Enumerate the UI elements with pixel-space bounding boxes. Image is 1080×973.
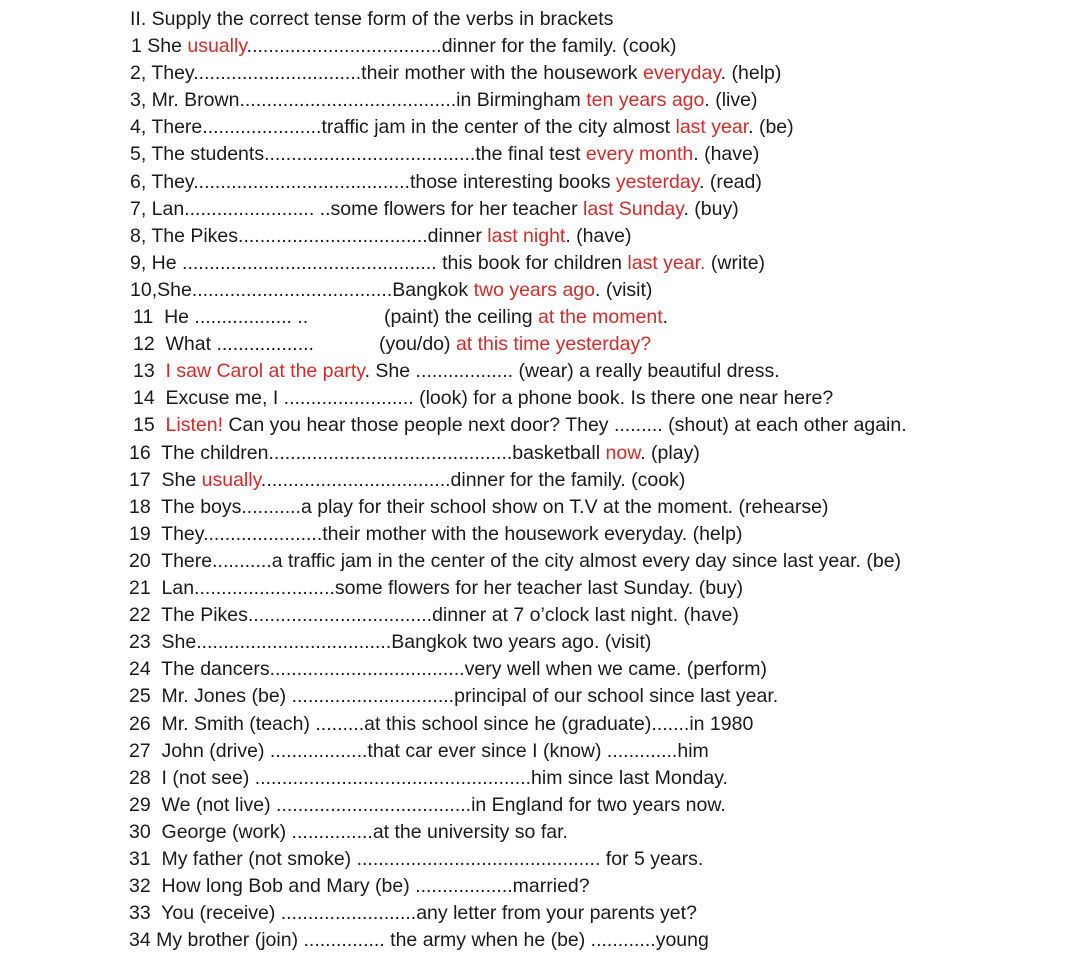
- exercise-item: [133, 412, 907, 439]
- exercise-item: [133, 304, 668, 331]
- exercise-item: [129, 738, 709, 765]
- sentence-text: .: [662, 306, 669, 328]
- sentence-text: . (buy): [683, 197, 739, 220]
- exercise-item: [130, 114, 794, 141]
- time-expression-highlight: last year: [675, 116, 749, 139]
- exercise-item: [129, 656, 767, 683]
- exercise-item: [131, 33, 677, 60]
- sentence-text: ...................................dinner for the family. (cook): [260, 468, 686, 491]
- exercise-item: [129, 873, 590, 900]
- exercise-item: [129, 629, 651, 656]
- sentence-text: 14 Excuse me, I ........................ (look) for a phone book. Is there one near here?: [133, 387, 834, 410]
- exercise-item: [133, 331, 651, 358]
- sentence-text: 1 She: [131, 35, 188, 57]
- sentence-text: . (be): [748, 116, 794, 139]
- sentence-text: 23 She....................................Bangkok two years ago. (visit): [129, 631, 652, 654]
- exercise-item: [129, 900, 697, 927]
- sentence-text: 21 Lan..........................some flowers for her teacher last Sunday. (buy): [129, 577, 744, 599]
- exercise-item: [130, 169, 762, 196]
- time-expression-highlight: at the moment: [537, 306, 663, 328]
- exercise-item: [129, 440, 700, 467]
- time-expression-highlight: Listen!: [165, 414, 223, 437]
- exercise-heading: II. Supply the correct tense form of the verbs in brackets: [130, 8, 614, 30]
- sentence-text: 27 John (drive) ..................that car ever since I (know) .............him: [129, 739, 709, 762]
- sentence-text: . (have): [693, 143, 760, 166]
- sentence-text: . (read): [699, 170, 762, 193]
- exercise-item: [129, 467, 685, 494]
- time-expression-highlight: last night: [487, 224, 566, 247]
- sentence-text: 34 My brother (join) ............... the army when he (be) ............young: [129, 929, 709, 952]
- sentence-text: . (live): [704, 89, 758, 112]
- sentence-text: 28 I (not see) ...................................................him since last Monday.: [129, 766, 728, 789]
- time-expression-highlight: everyday: [642, 62, 721, 85]
- sentence-text: 25 Mr. Jones (be) ..............................principal of our school since last year.: [129, 685, 779, 708]
- time-expression-highlight: last Sunday: [583, 197, 684, 220]
- exercise-item: [129, 548, 901, 575]
- sentence-text: Can you hear those people next door? They ......... (shout) at each other again.: [222, 414, 907, 437]
- sentence-text: . (visit): [594, 278, 653, 301]
- sentence-text: 5, The students.......................................the final test: [130, 143, 586, 166]
- exercise-item: [129, 765, 728, 792]
- exercise-item: [130, 87, 757, 114]
- sentence-text: ....................................dinner for the family. (cook): [246, 35, 677, 57]
- sentence-text: 13: [133, 360, 166, 383]
- exercise-item: [129, 602, 739, 629]
- exercise-item: [130, 277, 652, 304]
- sentence-text: 19 They......................their mother with the housework everyday. (help): [129, 522, 743, 545]
- sentence-text: 3, Mr. Brown........................................in Birmingham: [130, 89, 587, 112]
- exercise-item: [129, 521, 742, 548]
- sentence-text: 2, They...............................their mother with the housework: [130, 62, 643, 85]
- exercise-item: [129, 819, 568, 846]
- exercise-item: [130, 250, 765, 277]
- sentence-text: 15: [133, 414, 166, 437]
- exercise-item: [129, 792, 726, 819]
- sentence-text: 29 We (not live) ....................................in England for two years now.: [129, 793, 726, 816]
- sentence-text: 18 The boys...........a play for their school show on T.V at the moment. (rehearse): [129, 495, 829, 518]
- sentence-text: 7, Lan........................ ..some flowers for her teacher: [130, 197, 584, 220]
- time-expression-highlight: two years ago: [473, 278, 595, 301]
- exercise-item: [129, 846, 703, 873]
- sentence-text: 16 The children.............................................basketball: [129, 441, 606, 464]
- time-expression-highlight: usually: [201, 468, 261, 491]
- exercise-item: [129, 575, 743, 602]
- time-expression-highlight: usually: [187, 35, 247, 57]
- sentence-text: 20 There...........a traffic jam in the center of the city almost every day since last year. (be): [129, 549, 902, 572]
- sentence-text: 11 He .................. .. (paint) the ceiling: [133, 306, 538, 328]
- sentence-text: . (help): [720, 62, 782, 85]
- sentence-text: 4, There......................traffic jam in the center of the city almost: [130, 116, 676, 139]
- sentence-text: . (have): [565, 224, 632, 247]
- sentence-text: 30 George (work) ...............at the university so far.: [129, 820, 568, 843]
- sentence-text: 26 Mr. Smith (teach) .........at this school since he (graduate).......in 1980: [129, 712, 754, 735]
- time-expression-highlight: now: [605, 441, 641, 464]
- time-expression-highlight: at this time yesterday?: [455, 333, 652, 356]
- exercise-item: [129, 711, 753, 738]
- sentence-text: 9, He ............................................... this book for children: [130, 251, 628, 274]
- exercise-item: [130, 60, 781, 87]
- sentence-text: 10,She.....................................Bangkok: [130, 278, 474, 301]
- sentence-text: 22 The Pikes..................................dinner at 7 o’clock last night. (have): [129, 604, 739, 627]
- sentence-text: 33 You (receive) .........................any letter from your parents yet?: [129, 902, 697, 925]
- time-expression-highlight: ten years ago: [586, 89, 705, 112]
- exercise-item: [129, 494, 828, 521]
- sentence-text: 32 How long Bob and Mary (be) ..................married?: [129, 875, 590, 898]
- time-expression-highlight: last year.: [627, 251, 706, 274]
- sentence-text: (write): [705, 251, 766, 274]
- exercise-item: [133, 385, 833, 412]
- sentence-text: 8, The Pikes...................................dinner: [130, 224, 488, 247]
- time-expression-highlight: I saw Carol at the party: [165, 360, 365, 383]
- exercise-item: [130, 196, 739, 223]
- sentence-text: 24 The dancers....................................very well when we came. (perform): [129, 658, 767, 681]
- exercise-item: [129, 683, 778, 710]
- sentence-text: . (play): [640, 441, 700, 464]
- exercise-item: [130, 223, 631, 250]
- sentence-text: . She .................. (wear) a really beautiful dress.: [364, 360, 780, 383]
- sentence-text: 31 My father (not smoke) ............................................. for 5 years.: [129, 848, 704, 870]
- sentence-text: 17 She: [129, 468, 202, 491]
- exercise-item: [130, 141, 759, 168]
- exercise-item: [133, 358, 780, 385]
- sentence-text: 12 What .................. (you/do): [133, 333, 456, 356]
- sentence-text: 6, They........................................those interesting books: [130, 170, 616, 193]
- time-expression-highlight: every month: [585, 143, 694, 166]
- time-expression-highlight: yesterday: [615, 170, 700, 193]
- exercise-item: [129, 927, 709, 954]
